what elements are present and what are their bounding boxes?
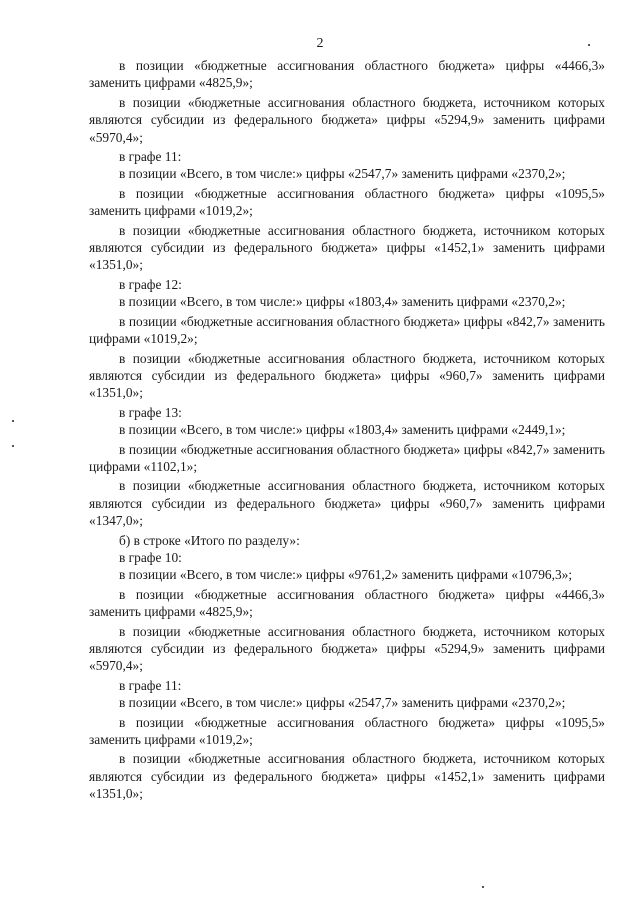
page-number: 2	[316, 36, 324, 51]
scan-speck	[12, 445, 14, 447]
scan-speck	[588, 44, 590, 46]
paragraph: в позиции «бюджетные ассигнования областного бюджета» цифры «842,7» заменить цифрами «1102,1»;	[89, 441, 605, 474]
section-heading: в графе 12:	[119, 276, 182, 292]
paragraph: в позиции «бюджетные ассигнования областного бюджета, источником которых являются субсидии из федерального бюджета» цифры «5294,9» заменить цифрами «5970,4»;	[89, 623, 605, 674]
paragraph: в позиции «бюджетные ассигнования областного бюджета, источником которых являются субсидии из федерального бюджета» цифры «1452,1» заменить цифрами «1351,0»;	[89, 751, 605, 802]
section-heading: в графе 13:	[119, 404, 182, 420]
paragraph: в позиции «бюджетные ассигнования областного бюджета, источником которых являются субсидии из федерального бюджета» цифры «1452,1» заменить цифрами «1351,0»;	[89, 222, 605, 273]
paragraph: в позиции «Всего, в том числе:» цифры «9761,2» заменить цифрами «10796,3»;	[119, 567, 573, 583]
document-body	[89, 57, 605, 805]
paragraph: в позиции «бюджетные ассигнования областного бюджета, источником которых являются субсидии из федерального бюджета» цифры «960,7» заменить цифрами «1347,0»;	[89, 478, 605, 529]
paragraph: в позиции «Всего, в том числе:» цифры «2547,7» заменить цифрами «2370,2»;	[119, 695, 566, 711]
scan-speck	[482, 886, 484, 888]
paragraph: в позиции «бюджетные ассигнования областного бюджета» цифры «1095,5» заменить цифрами «1019,2»;	[89, 185, 605, 219]
paragraph: в позиции «бюджетные ассигнования областного бюджета, источником которых являются субсидии из федерального бюджета» цифры «960,7» заменить цифрами «1351,0»;	[89, 350, 605, 401]
paragraph: в позиции «бюджетные ассигнования областного бюджета» цифры «1095,5» заменить цифрами «1019,2»;	[89, 714, 605, 748]
paragraph: в позиции «бюджетные ассигнования областного бюджета» цифры «4466,3» заменить цифрами «4825,9»;	[89, 58, 605, 91]
paragraph: в позиции «бюджетные ассигнования областного бюджета, источником которых являются субсидии из федерального бюджета» цифры «5294,9» заменить цифрами «5970,4»;	[89, 94, 605, 145]
scan-speck	[12, 420, 14, 422]
paragraph: в позиции «бюджетные ассигнования областного бюджета» цифры «4466,3» заменить цифрами «4825,9»;	[89, 586, 605, 620]
paragraph: в позиции «Всего, в том числе:» цифры «2547,7» заменить цифрами «2370,2»;	[119, 166, 566, 182]
paragraph: в позиции «Всего, в том числе:» цифры «1803,4» заменить цифрами «2449,1»;	[119, 422, 566, 438]
section-heading: в графе 11:	[119, 149, 182, 165]
section-heading: в графе 10:	[119, 549, 182, 565]
paragraph: в позиции «Всего, в том числе:» цифры «1803,4» заменить цифрами «2370,2»;	[119, 294, 566, 310]
section-heading: б) в строке «Итого по разделу»:	[119, 532, 300, 548]
section-heading: в графе 11:	[119, 677, 182, 693]
paragraph: в позиции «бюджетные ассигнования областного бюджета» цифры «842,7» заменить цифрами «1019,2»;	[89, 313, 605, 347]
